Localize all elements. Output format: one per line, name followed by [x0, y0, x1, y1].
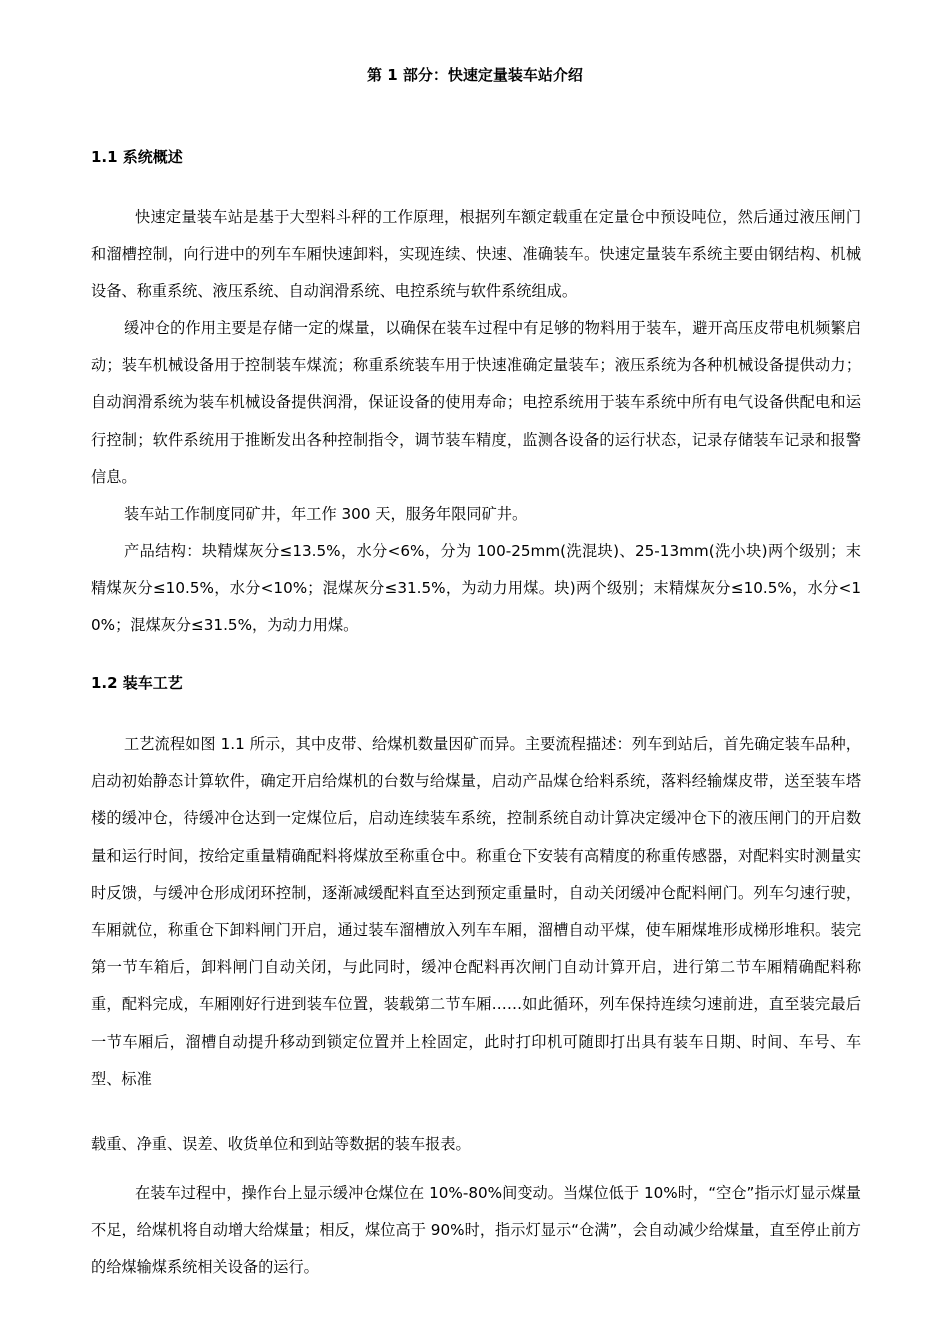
section-heading-1-1: 1.1 系统概述	[91, 148, 183, 166]
document-title: 第 1 部分：快速定量装车站介绍	[367, 66, 583, 84]
paragraph-bin-level-control: 在装车过程中，操作台上显示缓冲仓煤位在 10%-80%间变动。当煤位低于 10%时，“空仓”指示灯显示煤量不足，给煤机将自动增大给煤量；相反，煤位高于 90%时，指示灯显示“仓满”，会自动减少给煤量，直至停止前方的给煤输煤系统相关设备的运行。	[91, 1184, 861, 1277]
paragraph-loading-process: 工艺流程如图 1.1 所示，其中皮带、给煤机数量因矿而异。主要流程描述：列车到站后，首先确定装车品种，启动初始静态计算软件，确定开启给煤机的台数与给煤量，启动产品煤仓给料系统，落料经输煤皮带，送至装车塔楼的缓冲仓，待缓冲仓达到一定煤位后，启动连续装车系统，控制系统自动计算决定缓冲仓下的液压闸门的开启数量和运行时间，按给定重量精确配料将煤放至称重仓中。称重仓下安装有高精度的称重传感器，对配料实时测量实时反馈，与缓冲仓形成闭环控制，逐渐减缓配料直至达到预定重量时，自动关闭缓冲仓配料闸门。列车匀速行驶，车厢就位，称重仓下卸料闸门开启，通过装车溜槽放入列车车厢，溜槽自动平煤，使车厢煤堆形成梯形堆积。装完第一节车箱后，卸料闸门自动关闭，与此同时，缓冲仓配料再次闸门自动计算开启，进行第二节车厢精确配料称重，配料完成，车厢刚好行进到装车位置，装载第二节车厢……如此循环，列车保持连续匀速前进，直至装完最后一节车厢后，溜槽自动提升移动到锁定位置并上栓固定，此时打印机可随即打出具有装车日期、时间、车号、车型、标准	[91, 735, 861, 1088]
paragraph-product-structure: 产品结构：块精煤灰分≤13.5%，水分<6%，分为 100-25mm(洗混块)、25-13mm(洗小块)两个级别；末精煤灰分≤10.5%，水分<10%；混煤灰分≤31.5%，为动力用煤。块)两个级别；末精煤灰分≤10.5%，水分<10%；混煤灰分≤31.5%，为动力用煤。	[91, 542, 861, 635]
paragraph-buffer-bin: 缓冲仓的作用主要是存储一定的煤量，以确保在装车过程中有足够的物料用于装车，避开高压皮带电机频繁启动；装车机械设备用于控制装车煤流；称重系统装车用于快速准确定量装车；液压系统为各种机械设备提供动力；自动润滑系统为装车机械设备提供润滑，保证设备的使用寿命；电控系统用于装车系统中所有电气设备供配电和运行控制；软件系统用于推断发出各种控制指令，调节装车精度，监测各设备的运行状态，记录存储装车记录和报警信息。	[91, 319, 861, 486]
section-heading-1-2: 1.2 装车工艺	[91, 674, 183, 692]
paragraph-system-overview: 快速定量装车站是基于大型料斗秤的工作原理，根据列车额定载重在定量仓中预设吨位，然后通过液压闸门和溜槽控制，向行进中的列车车厢快速卸料，实现连续、快速、准确装车。快速定量装车系统主要由钢结构、机械设备、称重系统、液压系统、自动润滑系统、电控系统与软件系统组成。	[91, 208, 861, 301]
paragraph-work-schedule: 装车站工作制度同矿井，年工作 300 天，服务年限同矿井。	[124, 505, 528, 523]
paragraph-loading-report: 载重、净重、误差、收货单位和到站等数据的装车报表。	[91, 1135, 471, 1153]
